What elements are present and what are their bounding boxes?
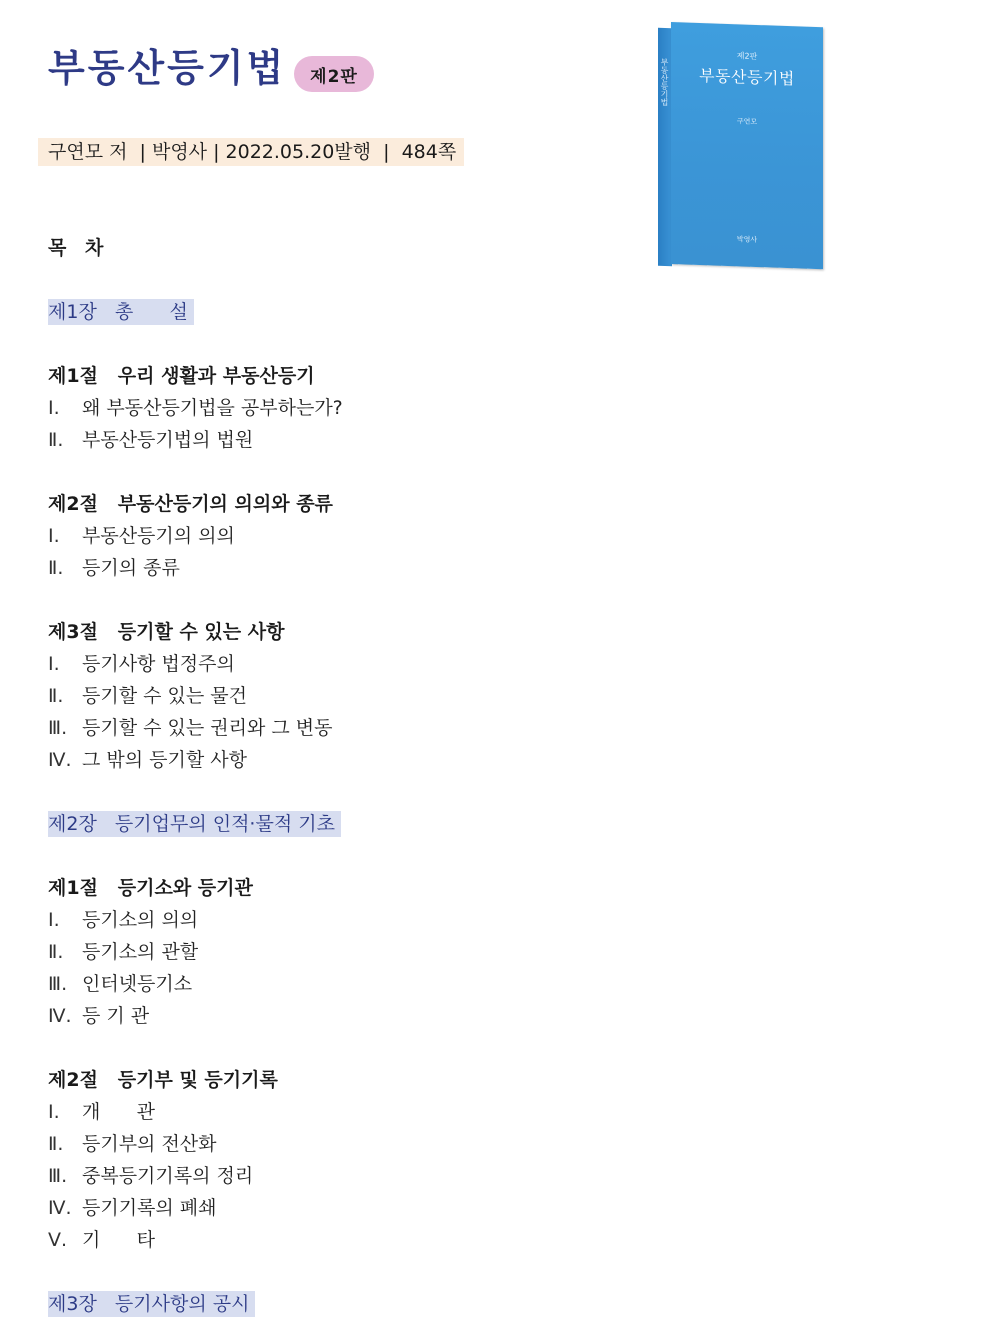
toc-item [48,1003,149,1029]
edition-badge: 제2판 [294,56,374,92]
item-text: 개 관 [82,1101,155,1123]
toc-item [48,1227,155,1253]
cover-edition: 제2판 [736,51,758,62]
item-text: 중복등기기록의 정리 [82,1165,254,1187]
chapter-1-heading: 제1장 총 설 [48,299,194,325]
toc-item [48,1099,155,1125]
item-number: Ⅰ. [48,397,60,419]
toc-item [48,555,180,581]
item-text: 등기의 종류 [82,557,180,579]
toc-heading: 목 차 [48,237,110,259]
item-text: 등기사항 법정주의 [82,653,235,675]
toc-item [48,523,235,549]
item-text: 등 기 관 [82,1005,150,1027]
toc-item [48,715,332,741]
toc-item [48,427,253,453]
cover-publisher: 박영사 [736,235,758,245]
toc-item [48,651,235,677]
item-text: 인터넷등기소 [82,973,193,995]
item-text: 등기할 수 있는 권리와 그 변동 [82,717,333,739]
item-number: Ⅰ. [48,525,60,547]
item-text: 등기소의 의의 [82,909,199,931]
book-spine [658,28,672,266]
cover-title: 부동산등기법 [699,65,795,89]
cover-author: 구연모 [736,117,758,127]
item-number: Ⅰ. [48,909,60,931]
toc-item [48,395,343,421]
item-text: 기 타 [82,1229,155,1251]
ch1-section-1-heading: 제1절 우리 생활과 부동산등기 [48,365,315,387]
toc-item [48,683,247,709]
toc-item [48,907,198,933]
chapter-2-heading: 제2장 등기업무의 인적·물적 기초 [48,811,341,837]
book-title: 부동산등기법 [48,46,287,90]
toc-item [48,1163,253,1189]
ch1-section-3-heading: 제3절 등기할 수 있는 사항 [48,621,285,643]
item-number: Ⅱ. [48,429,64,451]
item-number: Ⅳ. [48,1197,72,1219]
item-number: Ⅱ. [48,685,64,707]
item-number: Ⅱ. [48,941,64,963]
book-front-cover [671,22,823,269]
toc-item [48,1131,217,1157]
publication-info: 구연모 저 | 박영사 | 2022.05.20발행 | 484쪽 [38,138,464,166]
item-number: Ⅴ. [48,1229,68,1251]
chapter-3-heading: 제3장 등기사항의 공시 [48,1291,255,1317]
item-text: 등기부의 전산화 [82,1133,217,1155]
item-number: Ⅰ. [48,1101,60,1123]
ch1-section-2-heading: 제2절 부동산등기의 의의와 종류 [48,493,333,515]
item-number: Ⅲ. [48,1165,68,1187]
item-text: 등기소의 관할 [82,941,199,963]
item-text: 부동산등기법의 법원 [82,429,254,451]
item-number: Ⅳ. [48,1005,72,1027]
item-number: Ⅳ. [48,749,72,771]
spine-title: 부동산등기법 [660,57,669,107]
item-number: Ⅲ. [48,717,68,739]
item-text: 부동산등기의 의의 [82,525,235,547]
toc-item [48,939,198,965]
toc-item [48,747,247,773]
item-number: Ⅱ. [48,557,64,579]
item-text: 등기할 수 있는 물건 [82,685,247,707]
item-text: 그 밖의 등기할 사항 [82,749,247,771]
toc-item [48,971,192,997]
item-number: Ⅰ. [48,653,60,675]
toc-item [48,1195,217,1221]
book-cover-image [658,22,826,270]
item-number: Ⅲ. [48,973,68,995]
item-text: 왜 부동산등기법을 공부하는가? [82,397,343,419]
ch2-section-2-heading: 제2절 등기부 및 등기기록 [48,1069,278,1091]
ch2-section-1-heading: 제1절 등기소와 등기관 [48,877,253,899]
item-number: Ⅱ. [48,1133,64,1155]
item-text: 등기기록의 폐쇄 [82,1197,217,1219]
